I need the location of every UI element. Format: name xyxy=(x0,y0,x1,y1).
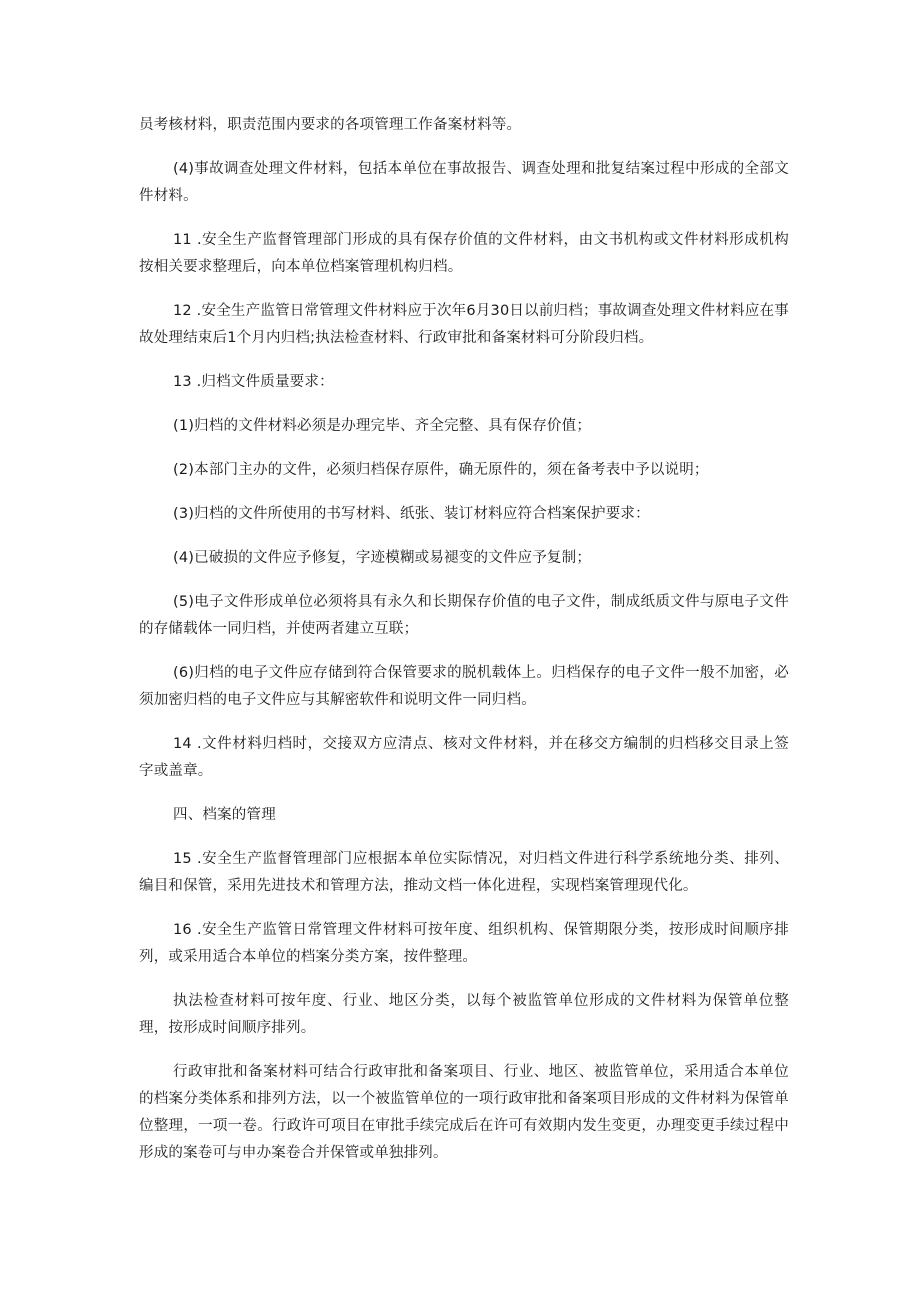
paragraph-enforcement-materials: 执法检查材料可按年度、行业、地区分类，以每个被监管单位形成的文件材料为保管单位整理，按形成时间顺序排列。 xyxy=(139,993,789,1036)
paragraph-clause-13: 13 .归档文件质量要求： xyxy=(173,374,334,390)
paragraph-continuation: 员考核材料，职责范围内要求的各项管理工作备案材料等。 xyxy=(139,117,522,133)
section-heading-archive-management: 四、档案的管理 xyxy=(173,807,276,823)
paragraph-item-6: (6)归档的电子文件应存储到符合保管要求的脱机载体上。归档保存的电子文件一般不加密，必须加密归档的电子文件应与其解密软件和说明文件一同归档。 xyxy=(139,665,789,708)
paragraph-clause-15: 15 .安全生产监督管理部门应根据本单位实际情况，对归档文件进行科学系统地分类、排列、编目和保管，采用先进技术和管理方法，推动文档一体化进程，实现档案管理现代化。 xyxy=(139,851,789,894)
paragraph-clause-12: 12 .安全生产监管日常管理文件材料应于次年6月30日以前归档；事故调查处理文件材料应在事故处理结束后1个月内归档;执法检查材料、行政审批和备案材料可分阶段归档。 xyxy=(139,303,789,346)
paragraph-item-1: (1)归档的文件材料必须是办理完毕、齐全完整、具有保存价值； xyxy=(173,418,592,434)
paragraph-item-2: (2)本部门主办的文件，必须归档保存原件，确无原件的，须在备考表中予以说明； xyxy=(173,462,709,478)
paragraph-item-4: (4)已破损的文件应予修复，字迹模糊或易褪变的文件应予复制； xyxy=(173,550,592,566)
paragraph-clause-11: 11 .安全生产监督管理部门形成的具有保存价值的文件材料，由文书机构或文件材料形成机构按相关要求整理后，向本单位档案管理机构归档。 xyxy=(139,232,789,275)
paragraph-item-4-accident-investigation: (4)事故调查处理文件材料，包括本单位在事故报告、调查处理和批复结案过程中形成的全部文件材料。 xyxy=(139,161,789,204)
paragraph-approval-materials: 行政审批和备案材料可结合行政审批和备案项目、行业、地区、被监管单位，采用适合本单位的档案分类体系和排列方法，以一个被监管单位的一项行政审批和备案项目形成的文件材料为保管单位整理，一项一卷。行政许可项目在审批手续完成后在许可有效期内发生变更，办理变更手续过程中形成的案卷可与申办案卷合并保管或单独排列。 xyxy=(139,1064,789,1161)
paragraph-clause-16: 16 .安全生产监管日常管理文件材料可按年度、组织机构、保管期限分类，按形成时间顺序排列，或采用适合本单位的档案分类方案，按件整理。 xyxy=(139,922,789,965)
document-body xyxy=(139,112,789,1184)
paragraph-clause-14: 14 .文件材料归档时，交接双方应清点、核对文件材料，并在移交方编制的归档移交目录上签字或盖章。 xyxy=(139,736,789,779)
paragraph-item-3: (3)归档的文件所使用的书写材料、纸张、装订材料应符合档案保护要求： xyxy=(173,506,650,522)
paragraph-item-5: (5)电子文件形成单位必须将具有永久和长期保存价值的电子文件，制成纸质文件与原电子文件的存储载体一同归档，并使两者建立互联； xyxy=(139,594,789,637)
